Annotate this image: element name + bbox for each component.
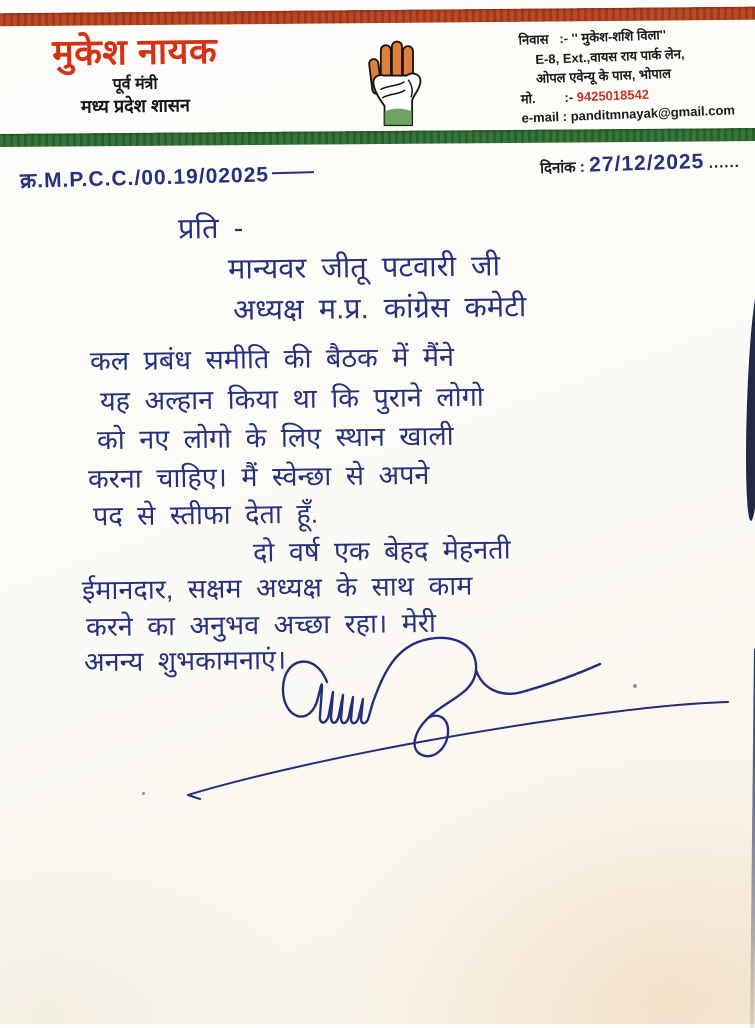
recipient-name: मान्यवर जीतू पटवारी जी <box>227 250 501 286</box>
recipient-designation: अध्यक्ष म.प्र. कांग्रेस कमेटी <box>232 291 527 327</box>
reference-number: क्र.M.P.C.C./00.19/02025 <box>20 159 315 195</box>
congress-hand-icon <box>358 36 446 128</box>
ink-speck <box>633 684 637 688</box>
paper-stain-bottom-left <box>0 824 300 1024</box>
address-line3: ओपल एवेन्यू के पास, भोपाल <box>535 65 672 86</box>
body-line: अनन्य शुभकामनाएं। <box>83 644 287 678</box>
body-line: ईमानदार, सक्षम अध्यक्ष के साथ काम <box>81 570 473 606</box>
address-line2: E-8, Ext.,वायस राय पार्क लेन, <box>535 45 685 67</box>
letterhead-title-line1: पूर्व मंत्री <box>112 75 158 94</box>
letterhead-title-line2: मध्य प्रदेश शासन <box>80 95 191 117</box>
scan-edge-artifact <box>743 286 755 521</box>
body-line: करना चाहिए। मैं स्वेन्छा से अपने <box>87 459 430 495</box>
date-dotted-line: ...... <box>708 153 741 172</box>
body-line: कल प्रबंध समीति की बैठक में मैंने <box>89 341 455 377</box>
body-line: दो वर्ष एक बेहद मेहनती <box>252 534 511 568</box>
date-line <box>540 149 740 179</box>
body-line: यह अल्हान किया था कि पुराने लोगो <box>99 381 484 417</box>
signature <box>170 636 745 816</box>
residence-line: निवास :- '' मुकेश-शशि विला'' <box>518 26 667 48</box>
body-line: करने का अनुभव अच्छा रहा। मेरी <box>85 607 437 643</box>
mobile-number: 9425018542 <box>576 86 650 104</box>
mobile-label: मो. :- <box>520 88 577 107</box>
salutation: प्रति - <box>177 212 244 246</box>
body-line: को नए लोगो के लिए स्थान खाली <box>96 420 454 456</box>
letterhead-bottom-green-bar <box>0 128 755 147</box>
body-line: पद से स्तीफा देता हूँ. <box>92 498 319 532</box>
date-label: दिनांक : <box>539 158 586 178</box>
reference-underline-stroke <box>272 171 314 174</box>
ink-speck <box>142 792 145 795</box>
letterhead-name-block <box>5 31 264 119</box>
letterhead-top-red-bar <box>0 7 755 27</box>
date-value: 27/12/2025 <box>588 149 705 177</box>
email-line: e-mail : panditmnayak@gmail.com <box>521 102 736 126</box>
letterhead-name: मुकेश नायक <box>51 29 218 74</box>
letterhead-address-block <box>518 21 755 128</box>
